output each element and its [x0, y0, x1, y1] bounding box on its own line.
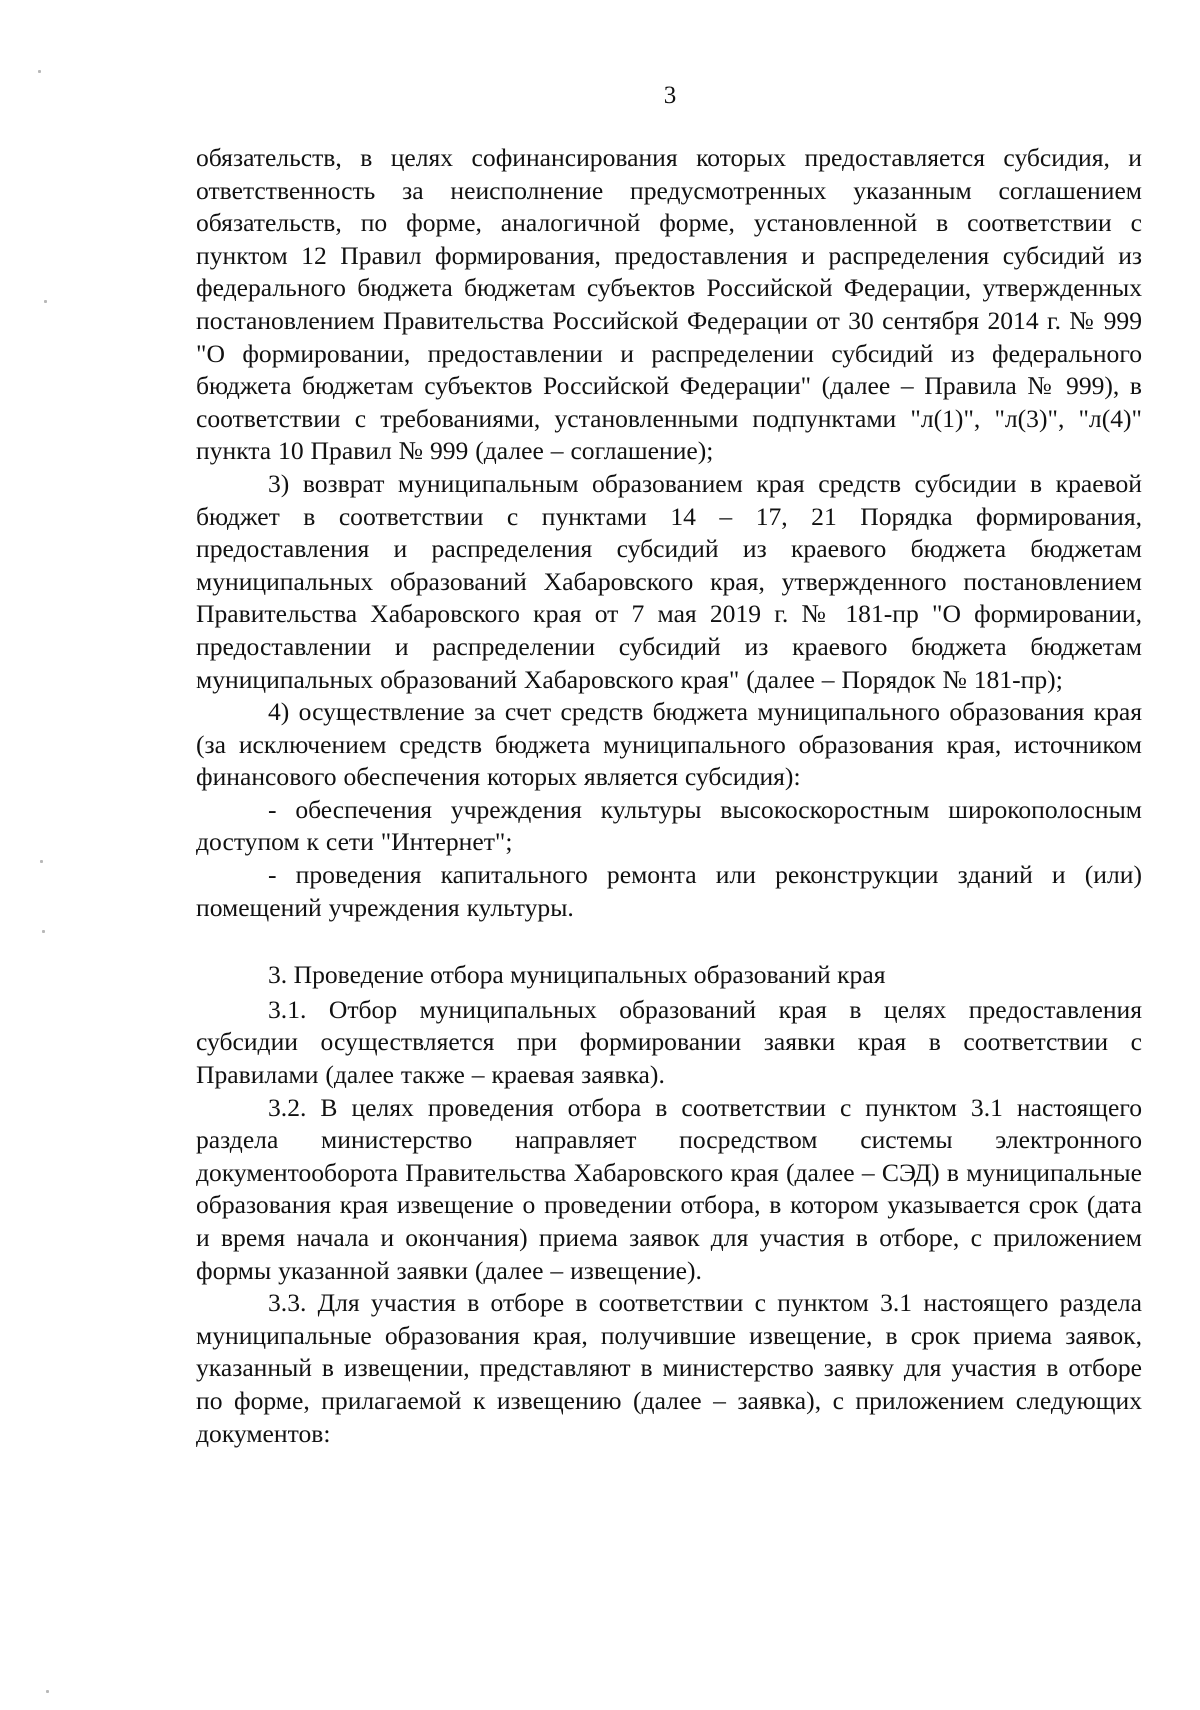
paragraph-item-3-refund: 3) возврат муниципальным образованием края средств субсидии в краевой бюджет в соответствии с пунктами 14 – 17, 21 Порядка формирования, предоставления и распределения субсидий из краевого бюджета бюджетам муниципальных образований Хабаровского края, утвержденного постановлением Правительства Хабаровского края от 7 мая 2019 г. № 181-пр "О формировании, предоставлении и распределении субсидий из краевого бюджета бюджетам муниципальных образований Хабаровского края" (далее – Порядок № 181-пр); [196, 468, 1142, 694]
list-item-capital-repair: - проведения капитального ремонта или реконструкции зданий и (или) помещений учреждения культуры. [196, 860, 1142, 922]
paragraph-obligations: обязательств, в целях софинансирования которых предоставляется субсидия, и ответственность за неисполнение предусмотренных указанным соглашением обязательств, по форме, аналогичной форме, установленной в соответствии с пунктом 12 Правил формирования, предоставления и распределения субсидий из федерального бюджета бюджетам субъектов Российской Федерации, утвержденных постановлением Правительства Российской Федерации от 30 сентября 2014 г. № 999 "О формировании, предоставлении и распределении субсидий из федерального бюджета бюджетам субъектов Российской Федерации" (далее – Правила № 999), в соответствии с требованиями, установленными подпунктами "л(1)", "л(3)", "л(4)" пункта 10 Правил № 999 (далее – соглашение); [196, 143, 1142, 466]
section-heading: 3. Проведение отбора муниципальных образований края [268, 960, 886, 990]
paragraph-3-1: 3.1. Отбор муниципальных образований края в целях предоставления субсидии осуществляется при формировании заявки края в соответствии с Правилами (далее также – краевая заявка). [196, 994, 1142, 1090]
scan-speck [40, 860, 43, 863]
page-number: 3 [663, 82, 677, 109]
scan-speck [44, 300, 47, 303]
paragraph-3-3: 3.3. Для участия в отборе в соответствии с пунктом 3.1 настоящего раздела муниципальные образования края, получившие извещение, в срок приема заявок, указанный в извещении, представляют в министерство заявку для участия в отборе по форме, прилагаемой к извещению (далее – заявка), с приложением следующих документов: [196, 1288, 1142, 1448]
list-item-internet-access: - обеспечения учреждения культуры высокоскоростным широкополосным доступом к сети "Интернет"; [196, 794, 1142, 857]
document-body [196, 142, 1142, 1450]
paragraph-3-2: 3.2. В целях проведения отбора в соответствии с пунктом 3.1 настоящего раздела министерство направляет посредством системы электронного документооборота Правительства Хабаровского края (далее – СЭД) в муниципальные образования края извещение о проведении отбора, в котором указывается срок (дата и время начала и окончания) приема заявок для участия в отборе, с приложением формы указанной заявки (далее – извещение). [196, 1092, 1142, 1285]
scan-speck [38, 70, 41, 73]
scan-speck [46, 1690, 49, 1693]
scan-speck [42, 930, 45, 933]
paragraph-item-4-funding: 4) осуществление за счет средств бюджета муниципального образования края (за исключением средств бюджета муниципального образования края, источником финансового обеспечения которых является субсидия): [196, 697, 1142, 792]
